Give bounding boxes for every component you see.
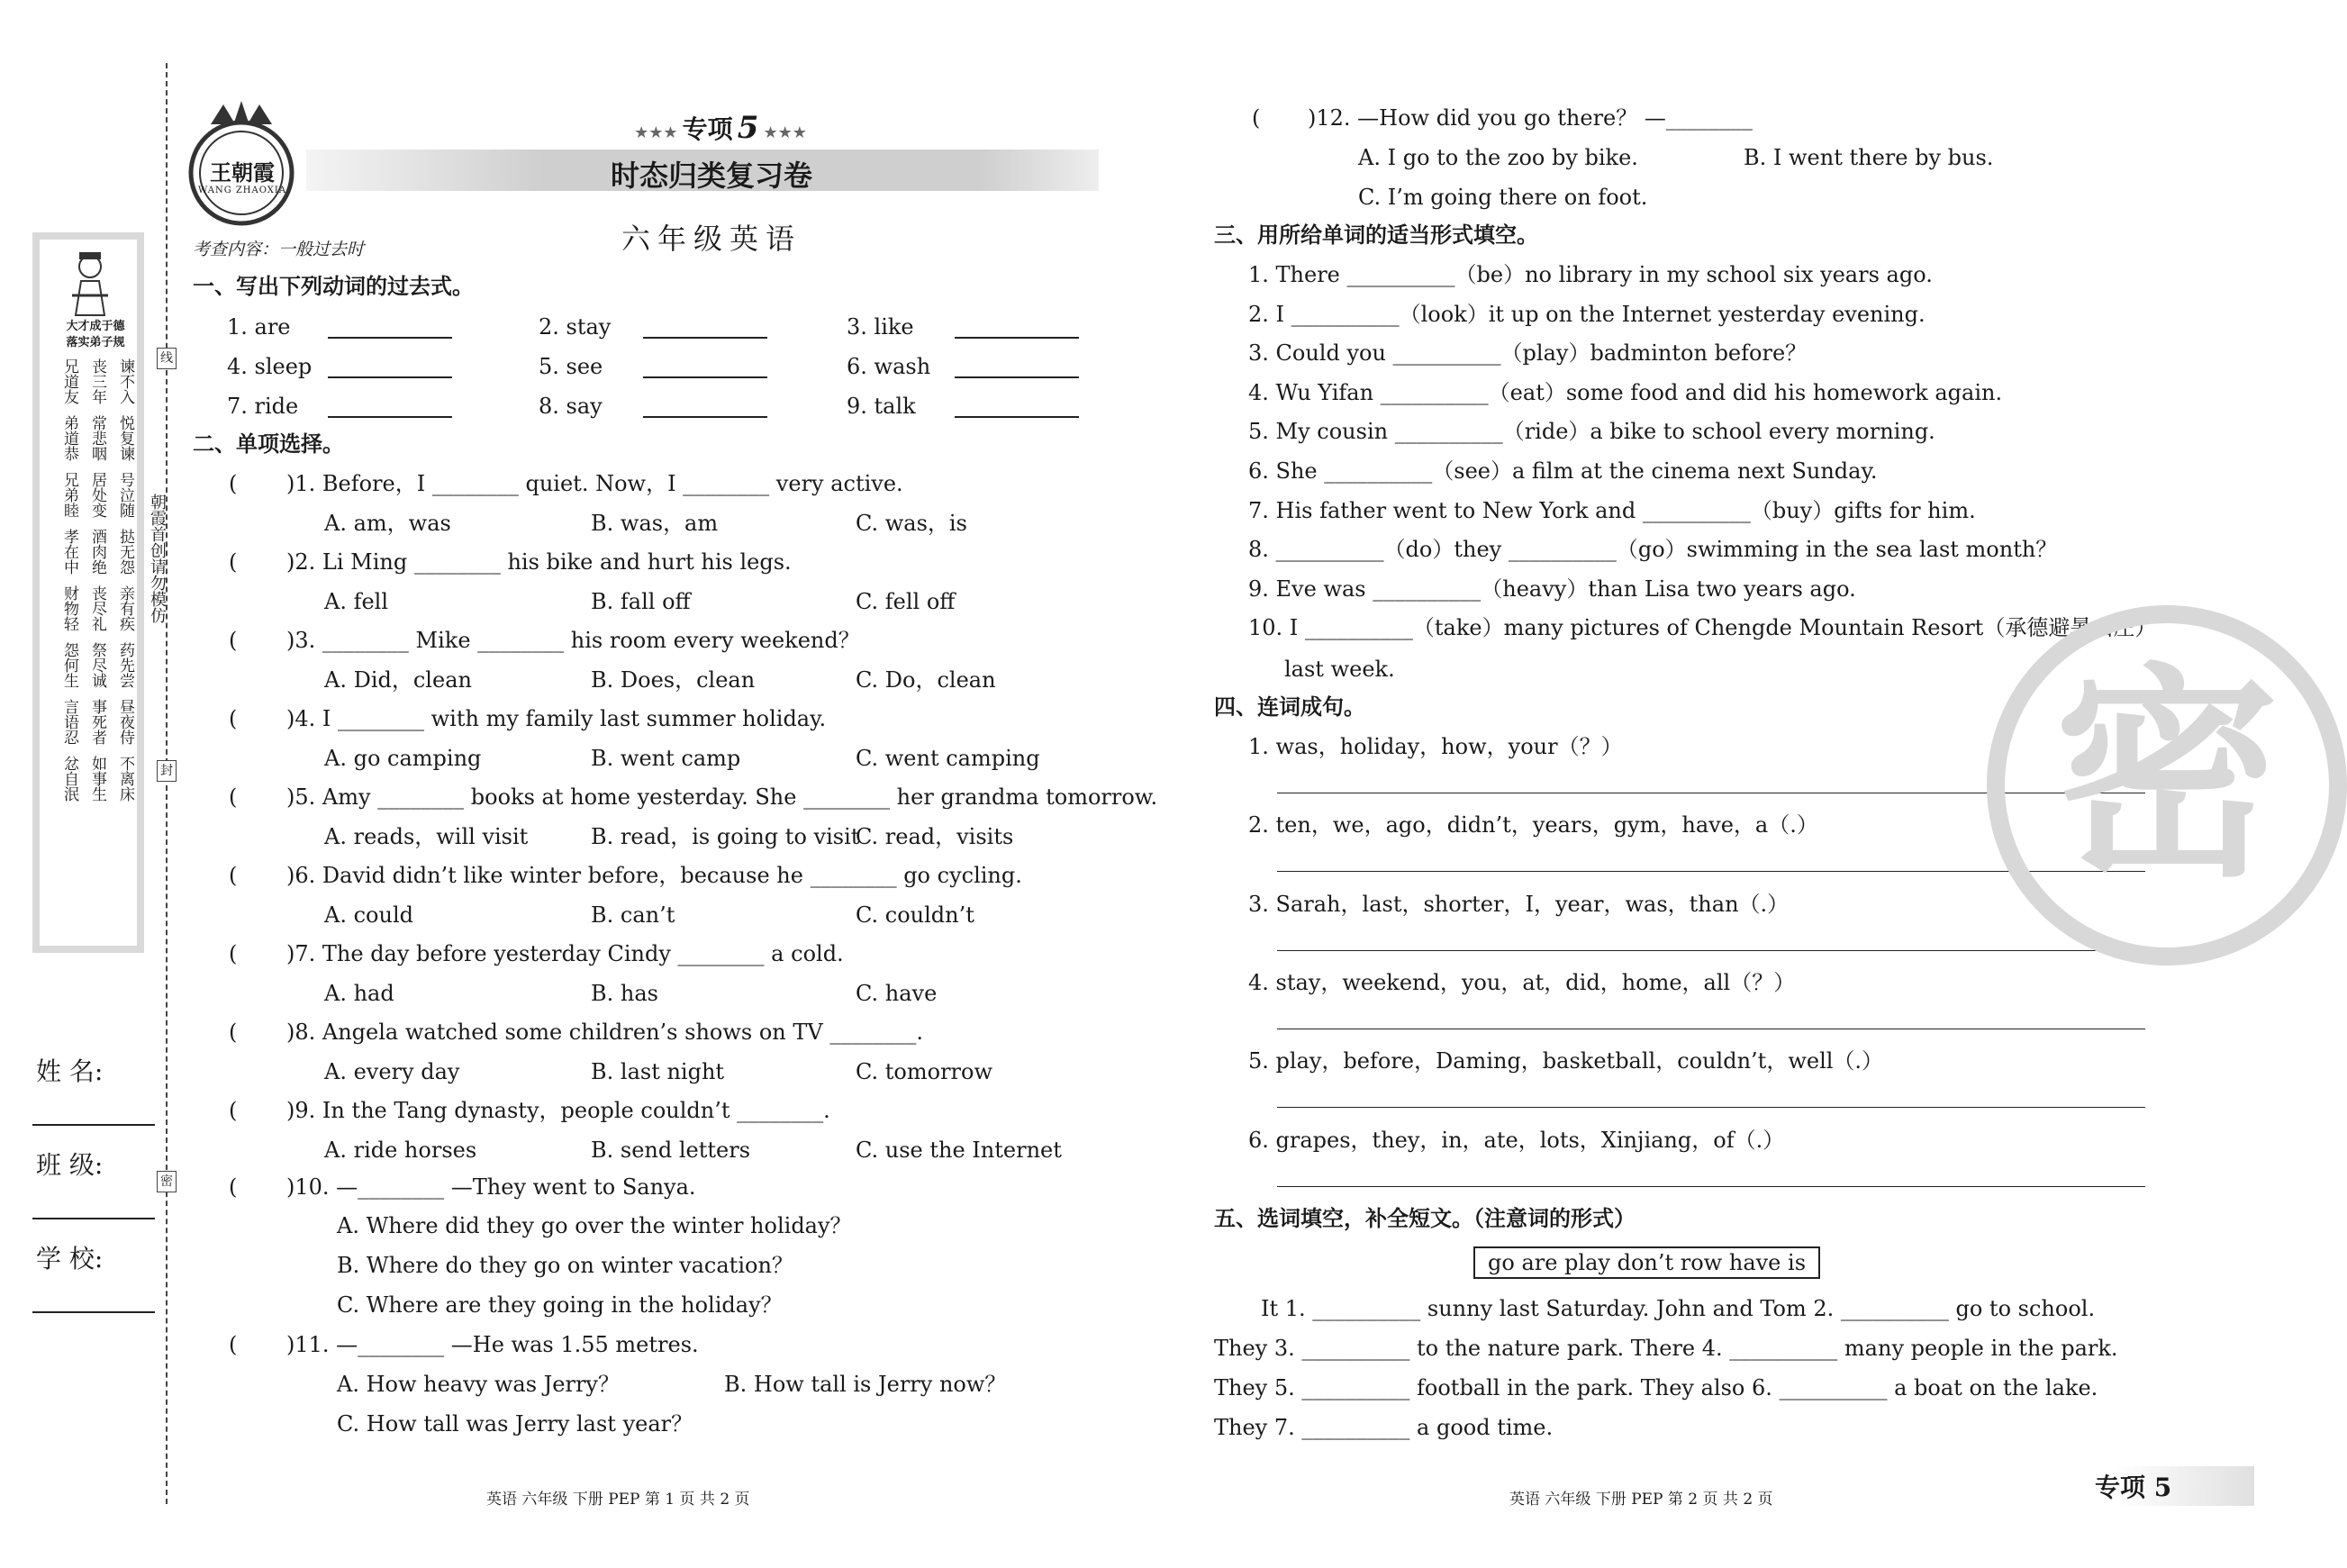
option[interactable]: B. can’t [591,902,675,928]
verb-item: 2. stay [539,314,612,340]
corner-label: 专项 5 [2095,1473,2172,1502]
option[interactable]: C. couldn’t [856,902,974,928]
option[interactable]: B. fall off [591,589,691,614]
grade-subject: 六年级英语 [621,222,802,256]
option[interactable]: C. fell off [856,589,956,614]
option[interactable]: A. Where did they go over the winter holiday？ [337,1213,852,1238]
motto-col: 居处变 [88,472,106,518]
special-heading [621,110,820,146]
option[interactable]: B. I went there by bus. [1744,145,1994,170]
option[interactable]: C. Do，clean [856,667,996,693]
motto-col: 怨何生 [60,642,78,688]
option[interactable]: C. read，visits [856,824,1014,849]
option[interactable]: C. use the Internet [856,1137,1062,1163]
fill-item: 8. __________（do）they __________（go）swimming in the sea last month？ [1248,537,2058,563]
word-order-item: 2. ten，we，ago，didn’t，years，gym，have，a（.） [1248,812,1818,838]
passage-line: They 5. __________ football in the park. They also 6. __________ a boat on the lake. [1214,1375,2098,1400]
stars-right-icon: ★★★ [763,123,807,142]
passage-line: It 1. __________ sunny last Saturday. John and Tom 2. __________ go to school. [1261,1296,2096,1321]
motto-col: 常悲咽 [88,415,106,461]
name-label: 姓 名: [36,1056,104,1086]
exam-scope: 考查内容：一般过去时 [193,240,365,259]
word-order-item: 6. grapes，they，in，ate，lots，Xinjiang，of（.） [1248,1127,1785,1153]
option[interactable]: B. Where do they go on winter vacation？ [337,1253,793,1278]
option[interactable]: A. fell [324,589,389,614]
answer-paren[interactable]: ( [1252,105,1261,131]
school-label: 学 校: [36,1244,104,1273]
verb-item: 3. like [847,314,914,340]
answer-paren[interactable]: ( [229,941,238,966]
answer-blank[interactable] [955,416,1079,418]
verb-item: 6. wash [847,354,931,379]
special-number: 5 [737,110,759,146]
answer-paren[interactable]: ( [229,1332,238,1357]
motto-col: 丧三年 [88,358,106,404]
section5-title: 五、选词填空，补全短文。（注意词的形式） [1214,1206,1636,1231]
seal-char-xian: 线 [157,348,177,369]
section2-title: 二、单项选择。 [193,431,344,457]
answer-paren[interactable]: ( [229,784,238,810]
question-stem: )12. —How did you go there？ —________ [1308,105,1753,131]
word-order-item: 5. play，before，Daming，basketball，couldn’t，well（.） [1248,1048,1884,1074]
motto-col: 丧尽礼 [88,585,106,631]
word-bank: go are play don’t row have is [1473,1246,1820,1279]
option[interactable]: B. send letters [591,1137,751,1163]
motto-col: 亲有疾 [116,585,134,631]
question-stem: )5. Amy ________ books at home yesterday. She ________ her grandma tomorrow. [286,784,1158,810]
page-footer-left: 英语 六年级 下册 PEP 第 1 页 共 2 页 [486,1491,750,1509]
motto-col: 悦复谏 [116,415,134,461]
verb-item: 5. see [539,354,603,379]
fill-item: 6. She __________（see）a film at the cinema next Sunday. [1248,458,1878,484]
watermark-seal: 密 [1987,605,2347,965]
motto-col: 号泣随 [116,472,134,518]
stars-left-icon: ★★★ [634,123,678,142]
option[interactable]: A. am，was [324,511,451,536]
option[interactable]: A. could [324,902,413,928]
verb-item: 9. talk [847,394,916,419]
brand-name: 王朝霞 [210,159,275,186]
option[interactable]: C. tomorrow [856,1059,993,1084]
fill-item: 3. Could you __________（play）badminton before？ [1248,340,1808,367]
option[interactable]: A. How heavy was Jerry？ [337,1372,620,1397]
option[interactable]: B. How tall is Jerry now？ [724,1372,1007,1397]
answer-paren[interactable]: ( [229,1098,238,1123]
section4-title: 四、连词成句。 [1214,694,1365,720]
sidebar-motto-panel [32,232,144,953]
motto-col: 忿自泯 [60,756,78,802]
motto-grid [52,358,136,812]
option[interactable]: A. go camping [324,746,482,771]
question-stem: )4. I ________ with my family last summer holiday. [286,706,827,731]
seal-char-feng: 封 [157,760,177,782]
answer-line[interactable] [1277,1186,2145,1187]
option[interactable]: B. went camp [591,746,741,771]
scholar-figure-icon [70,245,110,317]
answer-line[interactable] [1277,950,2145,951]
motto-col: 财物轻 [60,585,78,631]
question-stem: )10. —________ —They went to Sanya. [286,1174,696,1200]
brand-name-en: WANG ZHAOXIA [197,186,287,195]
motto-col: 不离床 [116,756,134,802]
option[interactable]: B. has [591,981,658,1006]
answer-blank[interactable] [643,376,767,378]
option[interactable]: B. last night [591,1059,725,1084]
motto-col: 药先尝 [116,642,134,688]
fill-item: 9. Eve was __________（heavy）than Lisa two years ago. [1248,576,1856,602]
fill-item: 7. His father went to New York and __________（buy）gifts for him. [1248,497,1976,523]
passage-line: They 3. __________ to the nature park. There 4. __________ many people in the park. [1214,1336,2118,1361]
question-stem: )2. Li Ming ________ his bike and hurt his legs. [286,549,792,575]
motto-col: 谏不入 [116,358,134,404]
answer-line[interactable] [1277,1107,2145,1108]
passage-line: They 7. __________ a good time. [1214,1415,1554,1440]
answer-paren[interactable]: ( [229,706,238,731]
page-footer-right: 英语 六年级 下册 PEP 第 2 页 共 2 页 [1509,1491,1773,1509]
motto-col: 孝在中 [60,529,78,575]
option[interactable]: B. was，am [591,511,719,536]
motto-col: 兄弟睦 [60,472,78,518]
option[interactable]: A. reads，will visit [324,824,529,849]
fill-item: 2. I __________（look）it up on the Internet yesterday evening. [1248,301,1926,327]
option[interactable]: C. went camping [856,746,1040,771]
option[interactable]: B. read，is going to visit [591,824,860,849]
question-stem: )7. The day before yesterday Cindy ________ a cold. [286,941,844,966]
answer-blank[interactable] [643,337,767,339]
motto-col: 事死者 [88,699,106,745]
answer-blank[interactable] [643,416,767,418]
section1-title: 一、写出下列动词的过去式。 [193,274,474,299]
fill-item: 5. My cousin __________（ride）a bike to school every morning. [1248,419,1935,445]
option[interactable]: C. have [856,981,938,1006]
motto-line: 落实弟子规 [66,336,125,349]
binding-dashed-line [166,63,168,1504]
word-order-item: 4. stay，weekend，you，at，did，home，all（？） [1248,969,1796,995]
school-field[interactable] [32,1311,155,1313]
option[interactable]: A. ride horses [324,1137,477,1163]
option[interactable]: A. had [324,981,394,1006]
option[interactable]: C. How tall was Jerry last year？ [337,1411,693,1437]
motto-col: 弟道恭 [60,415,78,461]
question-stem: )8. Angela watched some children’s shows on TV ________. [286,1020,923,1045]
answer-blank[interactable] [328,376,452,378]
motto-col: 昼夜侍 [116,699,134,745]
question-stem: )1. Before，I ________ quiet. Now，I ________ very active. [286,471,903,496]
fill-item: 1. There __________（be）no library in my school six years ago. [1248,262,1933,287]
answer-paren[interactable]: ( [229,863,238,888]
motto-col: 挞无怨 [116,529,134,575]
option[interactable]: A. I go to the zoo by bike. [1358,145,1638,170]
motto-col: 祭尽诚 [88,642,106,688]
answer-blank[interactable] [955,376,1079,378]
question-stem: )3. ________ Mike ________ his room every weekend？ [286,628,860,653]
motto-col: 如事生 [88,756,106,802]
answer-paren[interactable]: ( [229,471,238,496]
fold-note: 朝霞首创请勿模仿 [148,494,167,623]
question-stem: )9. In the Tang dynasty，people couldn’t ________. [286,1098,830,1123]
option[interactable]: C. was，is [856,511,967,536]
word-order-item: 3. Sarah，last，shorter，I，year，was，than（.） [1248,891,1790,917]
answer-blank[interactable] [328,337,452,339]
motto-col: 酒肉绝 [88,529,106,575]
answer-blank[interactable] [955,337,1079,339]
verb-item: 8. say [539,394,603,419]
answer-paren[interactable]: ( [229,1174,238,1200]
option[interactable]: B. Does，clean [591,667,756,693]
fill-item: 4. Wu Yifan __________（eat）some food and did his homework again. [1248,379,2003,405]
answer-paren[interactable]: ( [229,628,238,653]
motto-heading [47,319,144,351]
class-label: 班 级: [36,1150,104,1180]
question-stem: )6. David didn’t like winter before，because he ________ go cycling. [286,863,1022,888]
verb-item: 1. are [227,314,291,340]
class-field[interactable] [32,1218,155,1219]
section3-title: 三、用所给单词的适当形式填空。 [1214,222,1538,248]
verb-item: 7. ride [227,394,299,419]
answer-paren[interactable]: ( [229,1020,238,1045]
fill-item-continuation: last week. [1284,657,1395,682]
option[interactable]: A. Did，clean [324,667,472,693]
name-field[interactable] [32,1124,155,1126]
answer-paren[interactable]: ( [229,549,238,575]
seal-char-mi: 密 [157,1171,177,1192]
motto-line: 大才成于德 [66,320,125,333]
question-stem: )11. —________ —He was 1.55 metres. [286,1332,699,1357]
motto-col: 言语忍 [60,699,78,745]
word-order-item: 1. was，holiday，how，your（？） [1248,734,1623,759]
paper-title: 时态归类复习卷 [610,159,812,193]
verb-item: 4. sleep [227,354,313,379]
answer-blank[interactable] [328,416,452,418]
option[interactable]: A. every day [324,1059,460,1084]
option[interactable]: C. Where are they going in the holiday？ [337,1292,783,1318]
option[interactable]: C. I’m going there on foot. [1358,185,1648,210]
motto-col: 兄道友 [60,358,78,404]
special-label: 专项 [682,114,733,144]
fill-item: 10. I __________（take）many pictures of Chengde Mountain Resort（承德避暑山庄） [1248,615,2157,641]
